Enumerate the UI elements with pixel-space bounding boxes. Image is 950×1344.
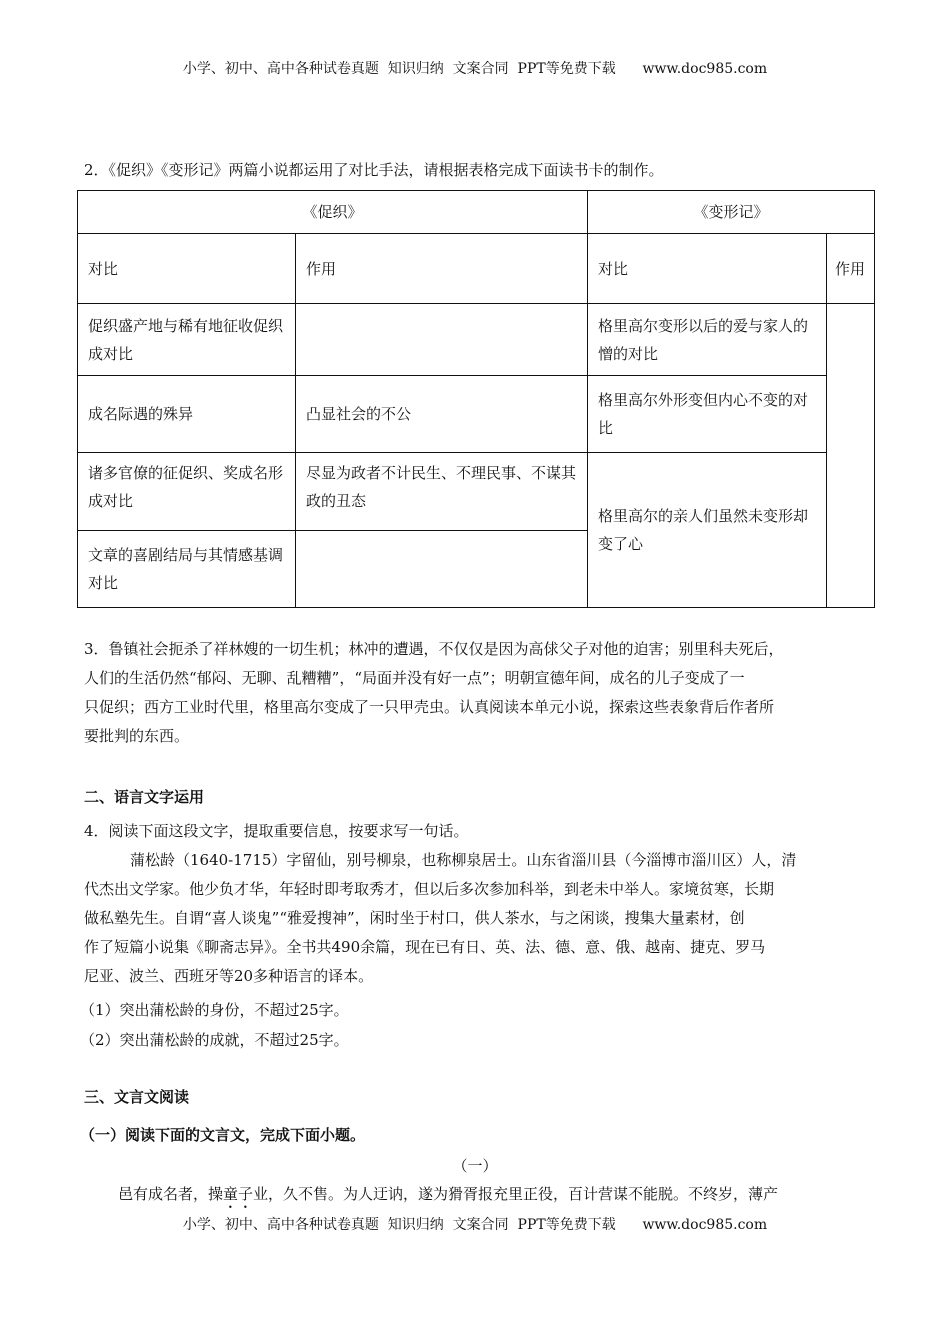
table-cell-effect-blank [296, 304, 588, 376]
q4-sub1: （1）突出蒲松龄的身份，不超过25字。 [80, 1001, 349, 1019]
table-cell-contrast-right: 格里高尔变形以后的爱与家人的憎的对比 [588, 304, 827, 376]
part-title: （一）阅读下面的文言文，完成下面小题。 [80, 1126, 366, 1144]
classical-text [118, 1180, 878, 1212]
col-header-effect-right: 作用 [827, 234, 875, 304]
table-cell-contrast: 文章的喜剧结局与其情感基调对比 [78, 531, 296, 608]
table-cell-effect-blank [296, 531, 588, 608]
q3-line: 只促织；西方工业时代里，格里高尔变成了一只甲壳虫。认真阅读本单元小说，探索这些表象背后作者所 [84, 698, 775, 716]
table-cell-contrast: 成名际遇的殊异 [78, 376, 296, 453]
table-cell-effect: 尽显为政者不计民生、不理民事、不谋其政的丑态 [296, 453, 588, 531]
q4-sub2: （2）突出蒲松龄的成就，不超过25字。 [80, 1031, 349, 1049]
q2-stem: 2．《促织》《变形记》两篇小说都运用了对比手法，请根据表格完成下面读书卡的制作。 [84, 161, 664, 179]
table-cell-contrast: 促织盛产地与稀有地征收促织成对比 [78, 304, 296, 376]
section-title-classical: 三、文言文阅读 [84, 1088, 190, 1106]
table-cell-effect-right-blank [827, 304, 875, 608]
passage-section-number: （一） [452, 1157, 498, 1175]
table-cell-contrast-right: 格里高尔的亲人们虽然未变形却变了心 [588, 453, 827, 608]
passage-line: 作了短篇小说集《聊斋志异》。全书共490余篇，现在已有日、英、法、德、意、俄、越南、捷克、罗马 [84, 938, 766, 956]
q3-line: 人们的生活仍然“郁闷、无聊、乱糟糟”，“局面并没有好一点”；明朝宣德年间，成名的儿子变成了一 [84, 669, 745, 687]
q3-line: 要批判的东西。 [84, 727, 190, 745]
page-header-banner: 小学、初中、高中各种试卷真题 知识归纳 文案合同 PPT等免费下载 www.doc985.com [182, 61, 768, 77]
page-footer-banner: 小学、初中、高中各种试卷真题 知识归纳 文案合同 PPT等免费下载 www.doc985.com [182, 1217, 768, 1233]
classical-text-part: 邑有成名者，操 [118, 1185, 224, 1203]
q4-stem: 4．阅读下面这段文字，提取重要信息，按要求写一句话。 [84, 822, 469, 840]
passage-line: 蒲松龄（1640-1715）字留仙，别号柳泉，也称柳泉居士。山东省淄川县（今淄博市淄川区）人，清 [130, 851, 797, 869]
q3-text [84, 635, 876, 751]
col-header-effect: 作用 [296, 234, 588, 304]
q3-line: 3．鲁镇社会扼杀了祥林嫂的一切生机；林冲的遭遇，不仅仅是因为高俅父子对他的迫害；别里科夫死后， [84, 640, 784, 658]
table-cell-contrast-right: 格里高尔外形变但内心不变的对比 [588, 376, 827, 453]
col-header-contrast-right: 对比 [588, 234, 827, 304]
col-header-contrast: 对比 [78, 234, 296, 304]
q4-passage [84, 846, 876, 991]
table-cell-contrast: 诸多官僚的征促织、奖成名形成对比 [78, 453, 296, 531]
emphasized-word: 童子 [223, 1185, 254, 1203]
passage-line: 代杰出文学家。他少负才华，年轻时即考取秀才，但以后多次参加科举，到老未中举人。家境贫寒，长期 [84, 880, 775, 898]
section-title-language: 二、语言文字运用 [84, 788, 205, 806]
classical-text-part: 业，久不售。为人迂讷，遂为猾胥报充里正役，百计营谋不能脱。不终岁，薄产 [253, 1185, 779, 1203]
table-head-cuzhi: 《促织》 [78, 191, 588, 234]
comparison-table [77, 190, 875, 608]
passage-line: 做私塾先生。自谓“喜人谈鬼”“雅爱搜神”，闲时坐于村口，供人茶水，与之闲谈，搜集大量素材，创 [84, 909, 745, 927]
table-head-metamorphosis: 《变形记》 [588, 191, 875, 234]
passage-line: 尼亚、波兰、西班牙等20多种语言的译本。 [84, 967, 374, 985]
table-cell-effect: 凸显社会的不公 [296, 376, 588, 453]
